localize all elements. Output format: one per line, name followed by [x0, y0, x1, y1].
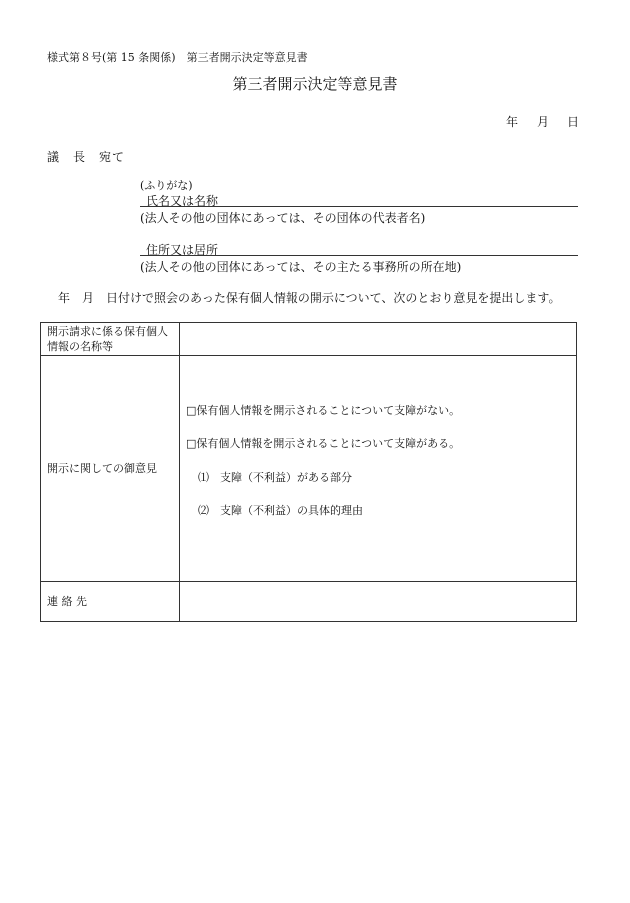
sub-item-obstacle-part: ⑴ 支障（不利益）がある部分: [198, 471, 352, 484]
contact-label: 連 絡 先: [41, 582, 180, 622]
contact-field[interactable]: [180, 582, 577, 622]
option-has-obstacle-label: 保有個人情報を開示されることについて支障がある。: [196, 437, 461, 450]
date-day: 日: [567, 115, 580, 129]
opinion-label: 開示に関しての御意見: [41, 356, 180, 582]
opinion-form-table: [40, 322, 577, 622]
option-has-obstacle: [186, 435, 460, 451]
name-note: (法人その他の団体にあっては、その団体の代表者名): [140, 211, 426, 225]
page-title: 第三者開示決定等意見書: [232, 75, 398, 93]
address-underline[interactable]: [140, 255, 578, 256]
addressee: 議 長 宛て: [47, 150, 126, 164]
form-number: 様式第８号(第 15 条関係) 第三者開示決定等意見書: [47, 51, 308, 64]
table-row: [41, 356, 577, 582]
option-no-obstacle: [186, 402, 460, 418]
info-name-label: 開示請求に係る保有個人情報の名称等: [41, 323, 180, 356]
address-note: (法人その他の団体にあっては、その主たる事務所の所在地): [140, 260, 462, 274]
name-label: 氏名又は名称: [146, 194, 219, 208]
name-underline[interactable]: [140, 206, 578, 207]
checkbox-no-obstacle[interactable]: □: [186, 404, 197, 417]
intro-text: 年 月 日付けで照会のあった保有個人情報の開示について、次のとおり意見を提出します。: [58, 291, 561, 305]
table-row: [41, 323, 577, 356]
sub-item-obstacle-reason: ⑵ 支障（不利益）の具体的理由: [198, 504, 363, 517]
address-label: 住所又は居所: [146, 243, 219, 257]
table-row: [41, 582, 577, 622]
checkbox-has-obstacle[interactable]: □: [186, 437, 197, 450]
date-month: 月: [537, 115, 550, 129]
furigana-label: (ふりがな): [140, 179, 193, 192]
option-no-obstacle-label: 保有個人情報を開示されることについて支障がない。: [196, 404, 461, 417]
info-name-field[interactable]: [180, 323, 577, 356]
date-year: 年: [506, 115, 519, 129]
opinion-field[interactable]: [180, 356, 577, 582]
